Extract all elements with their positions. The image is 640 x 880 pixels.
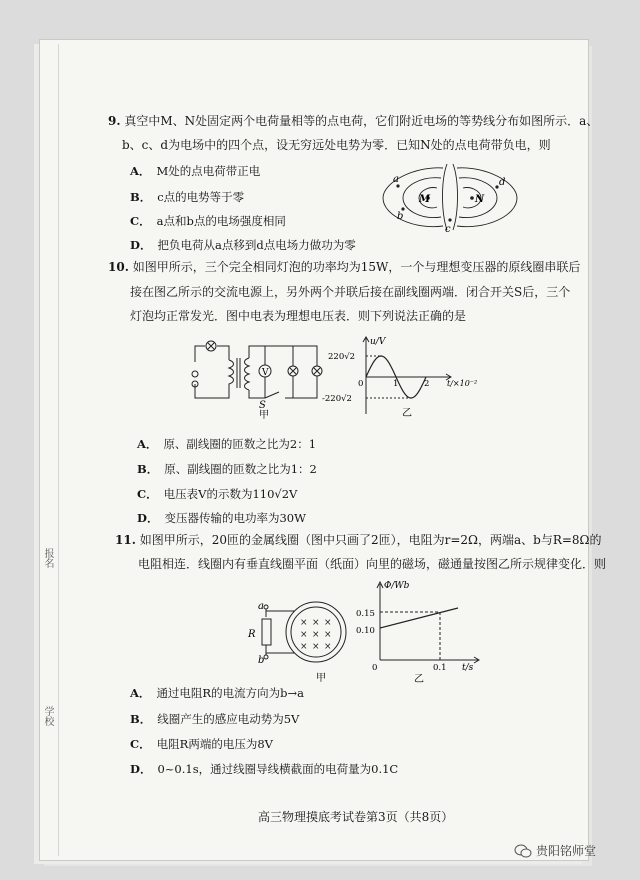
q10-xtick-2: 2 bbox=[424, 379, 430, 389]
q11-line1 bbox=[115, 532, 602, 548]
q9-equipotential-figure bbox=[375, 160, 525, 235]
q10-stem-1: 如图甲所示，三个完全相同灯泡的功率均为15W，一个与理想变压器的原线圈串联后 bbox=[132, 260, 581, 274]
q9-label-m: M bbox=[419, 194, 431, 205]
q10-option-a: A． 原、副线圈的匝数之比为2：1 bbox=[137, 437, 317, 451]
svg-text:×: × bbox=[300, 630, 308, 640]
q9-stem-2: b、c、d为电场中的四个点，设无穷远处电势为零．已知N处的点电荷带负电，则 bbox=[122, 138, 551, 152]
q10-line1 bbox=[108, 259, 580, 275]
q10-xtick-0: 0 bbox=[358, 379, 364, 389]
q9-label-n: N bbox=[475, 194, 485, 205]
q9-number: 9. bbox=[108, 114, 121, 128]
q11-jia-caption: 甲 bbox=[316, 673, 326, 684]
q11-number: 11. bbox=[115, 533, 136, 547]
q10-option-c: C． 电压表V的示数为110√2V bbox=[137, 487, 298, 501]
q9-label-a: a bbox=[393, 174, 399, 185]
q9-option-a: A． M处的点电荷带正电 bbox=[130, 164, 261, 178]
q10-xlabel: t/×10⁻² bbox=[447, 379, 478, 388]
q10-voltage-chart bbox=[322, 336, 480, 421]
svg-text:×: × bbox=[324, 618, 332, 628]
q10-yi-caption: 乙 bbox=[402, 408, 412, 419]
q11-option-c: C． 电阻R两端的电压为8V bbox=[130, 737, 273, 751]
q9-label-c: c bbox=[445, 224, 451, 235]
svg-text:×: × bbox=[324, 630, 332, 640]
svg-text:×: × bbox=[312, 630, 320, 640]
q9-option-c: C． a点和b点的电场强度相同 bbox=[130, 214, 286, 228]
q10-ytick-pos: 220√2 bbox=[328, 352, 356, 362]
svg-text:×: × bbox=[312, 642, 320, 652]
q11-xlabel: t/s bbox=[462, 663, 474, 673]
q11-xtick-01: 0.1 bbox=[433, 663, 447, 673]
q11-yi-caption: 乙 bbox=[414, 674, 424, 685]
q11-label-r: R bbox=[248, 629, 256, 640]
watermark bbox=[514, 842, 596, 859]
q11-stem-1: 如图甲所示，20匝的金属线圈（图中只画了2匝），电阻为r=2Ω，两端a、b与R=8Ω的 bbox=[139, 533, 602, 547]
wechat-icon bbox=[514, 844, 532, 858]
q9-label-b: b bbox=[397, 211, 404, 222]
q11-coil-figure bbox=[236, 595, 351, 685]
svg-text:×: × bbox=[324, 642, 332, 652]
q11-label-a: a bbox=[258, 601, 264, 612]
q11-ytick-010: 0.10 bbox=[356, 626, 375, 636]
q10-meter-label: V bbox=[262, 368, 269, 378]
q11-option-d: D． 0~0.1s，通过线圈导线横截面的电荷量为0.1C bbox=[130, 762, 399, 776]
q11-flux-chart bbox=[358, 580, 488, 685]
svg-text:×: × bbox=[300, 642, 308, 652]
q10-switch-label: S bbox=[259, 400, 266, 411]
watermark-text: 贵阳铭师堂 bbox=[536, 844, 597, 858]
q10-jia-caption: 甲 bbox=[259, 410, 269, 421]
q10-ytick-neg: -220√2 bbox=[322, 394, 352, 404]
q9-option-d: D． 把负电荷从a点移到d点电场力做功为零 bbox=[130, 238, 356, 252]
svg-text:×: × bbox=[312, 618, 320, 628]
svg-text:×: × bbox=[300, 618, 308, 628]
q10-stem-3: 灯泡均正常发光．图中电表为理想电压表．则下列说法正确的是 bbox=[130, 309, 467, 323]
q10-option-b: B． 原、副线圈的匝数之比为1：2 bbox=[137, 462, 317, 476]
q9-stem-1: 真空中M、N处固定两个电荷量相等的点电荷，它们附近电场的等势线分布如图所示．a、 bbox=[124, 114, 599, 128]
q11-label-b: b bbox=[258, 655, 265, 666]
q11-flux-line bbox=[380, 608, 458, 628]
school-label: 学校 bbox=[42, 706, 53, 726]
q10-ylabel: u/V bbox=[370, 337, 386, 347]
q10-stem-2: 接在图乙所示的交流电源上，另外两个并联后接在副线圈两端．闭合开关S后，三个 bbox=[130, 285, 571, 299]
q11-option-a: A． 通过电阻R的电流方向为b→a bbox=[130, 686, 304, 700]
page-footer: 高三物理摸底考试卷第3页（共8页） bbox=[258, 810, 454, 824]
q9-line1 bbox=[108, 113, 598, 129]
margin-mark: 报名 bbox=[42, 548, 53, 568]
q10-number: 10. bbox=[108, 260, 129, 274]
q11-xtick-0: 0 bbox=[372, 663, 378, 673]
q10-circuit-figure bbox=[185, 336, 325, 421]
q11-ylabel: Φ/Wb bbox=[384, 581, 410, 591]
q11-stem-2: 电阻相连．线圈内有垂直线圈平面（纸面）向里的磁场，磁通量按图乙所示规律变化．则 bbox=[138, 557, 607, 571]
q10-xtick-1: 1 bbox=[393, 379, 399, 389]
q11-ytick-015: 0.15 bbox=[356, 609, 375, 619]
q9-option-b: B． c点的电势等于零 bbox=[130, 190, 245, 204]
q10-option-d: D． 变压器传输的电功率为30W bbox=[137, 511, 306, 525]
q9-label-d: d bbox=[499, 177, 506, 188]
q11-option-b: B． 线圈产生的感应电动势为5V bbox=[130, 712, 300, 726]
